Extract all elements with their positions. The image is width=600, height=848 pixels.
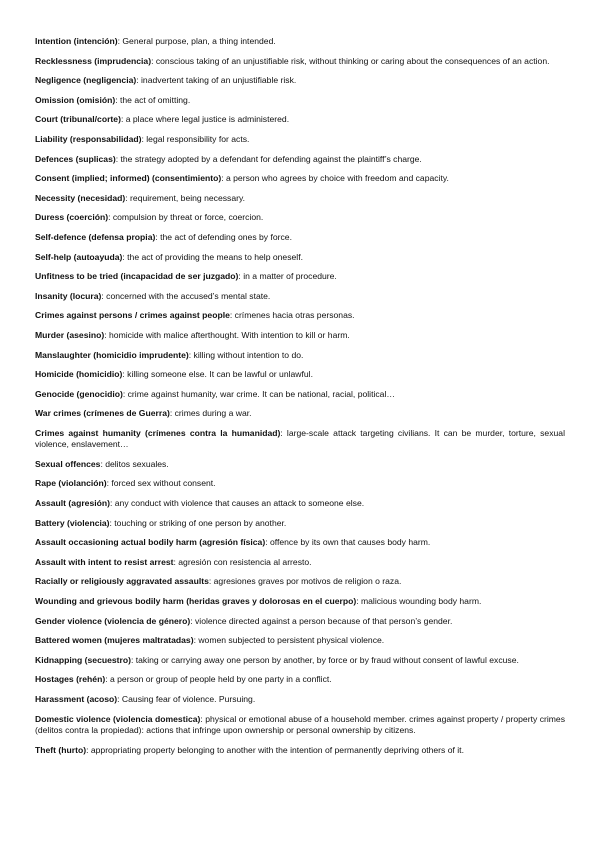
- entry-term: Assault occasioning actual bodily harm (agresión física): [35, 537, 266, 548]
- entry-term: Self-defence (defensa propia): [35, 231, 156, 242]
- glossary-entry: [35, 616, 565, 627]
- entry-definition: : the act of omitting.: [115, 94, 191, 105]
- glossary-entry: [35, 635, 565, 646]
- entry-term: Crimes against persons / crimes against people: [35, 310, 230, 321]
- glossary-entry: [35, 498, 565, 509]
- entry-definition: : concerned with the accused’s mental state.: [101, 290, 271, 301]
- entry-definition: : a person who agrees by choice with freedom and capacity.: [221, 173, 449, 184]
- entry-term: Self-help (autoayuda): [35, 251, 123, 262]
- entry-definition: : homicide with malice afterthought. With intention to kill or harm.: [104, 329, 350, 340]
- entry-definition: : malicious wounding body harm.: [356, 596, 482, 607]
- entry-definition: : the act of defending ones by force.: [155, 231, 292, 242]
- glossary-entry: [35, 655, 565, 666]
- entry-definition: : legal responsibility for acts.: [141, 133, 250, 144]
- glossary-entry: [35, 576, 565, 587]
- entry-term: Crimes against humanity (crímenes contra la humanidad): [35, 427, 281, 438]
- glossary-entry: [35, 694, 565, 705]
- glossary-entry: [35, 350, 565, 361]
- glossary-entry: [35, 537, 565, 548]
- entry-term: Assault (agresión): [35, 498, 110, 509]
- entry-term: Insanity (locura): [35, 290, 102, 301]
- entry-definition: : appropriating property belonging to another with the intention of permanently depriving others of it.: [86, 744, 464, 755]
- glossary-entry: [35, 330, 565, 341]
- entry-definition: : Causing fear of violence. Pursuing.: [117, 694, 256, 704]
- glossary-entry: [35, 291, 565, 302]
- glossary-entry: [35, 478, 565, 489]
- glossary-entry: [35, 134, 565, 145]
- entry-definition: : killing without intention to do.: [188, 349, 304, 360]
- entry-definition: : inadvertent taking of an unjustifiable risk.: [136, 75, 297, 86]
- glossary-entry: [35, 252, 565, 263]
- entry-definition: : offence by its own that causes body harm.: [265, 537, 431, 548]
- entry-definition: : women subjected to persistent physical violence.: [193, 635, 385, 646]
- entry-definition: : agresión con resistencia al arresto.: [173, 556, 312, 567]
- entry-definition: : crime against humanity, war crime. It can be national, racial, political…: [122, 388, 395, 399]
- entry-term: Liability (responsabilidad): [35, 133, 142, 144]
- entry-term: Battered women (mujeres maltratadas): [35, 635, 194, 646]
- glossary-entry: [35, 557, 565, 568]
- entry-term: Assault with intent to resist arrest: [35, 556, 174, 567]
- glossary-list: [35, 36, 565, 756]
- entry-term: Recklessness (imprudencia): [35, 55, 152, 66]
- glossary-entry: [35, 114, 565, 125]
- glossary-entry: [35, 674, 565, 685]
- entry-term: Unfitness to be tried (incapacidad de ser juzgado): [35, 271, 239, 282]
- entry-term: Homicide (homicidio): [35, 369, 123, 380]
- entry-definition: : delitos sexuales.: [100, 458, 169, 469]
- entry-definition: : crímenes hacia otras personas.: [229, 310, 355, 321]
- entry-term: Sexual offences: [35, 458, 101, 469]
- glossary-entry: [35, 714, 565, 737]
- glossary-entry: [35, 193, 565, 204]
- glossary-entry: [35, 212, 565, 223]
- glossary-entry: [35, 56, 565, 67]
- glossary-entry: [35, 271, 565, 282]
- glossary-entry: [35, 428, 565, 451]
- entry-definition: : crimes during a war.: [169, 408, 252, 419]
- entry-definition: : the act of providing the means to help oneself.: [122, 251, 303, 262]
- entry-term: Racially or religiously aggravated assaults: [35, 576, 209, 587]
- glossary-entry: [35, 95, 565, 106]
- entry-term: Court (tribunal/corte): [35, 114, 121, 125]
- entry-term: Kidnapping (secuestro): [35, 654, 131, 665]
- glossary-entry: [35, 232, 565, 243]
- entry-term: Hostages (rehén): [35, 674, 106, 685]
- entry-term: Murder (asesino): [35, 329, 105, 340]
- glossary-entry: [35, 36, 565, 47]
- glossary-document: [35, 36, 565, 764]
- entry-term: Domestic violence (violencia domestica): [35, 713, 201, 724]
- entry-term: Rape (violanción): [35, 478, 107, 489]
- glossary-entry: [35, 459, 565, 470]
- entry-term: Consent (implied; informed) (consentimiento): [35, 173, 222, 184]
- entry-term: Battery (violencia): [35, 517, 110, 528]
- entry-term: Gender violence (violencia de género): [35, 615, 191, 626]
- entry-definition: : forced sex without consent.: [106, 478, 216, 489]
- glossary-entry: [35, 518, 565, 529]
- entry-term: Defences (suplicas): [35, 153, 116, 164]
- entry-definition: : touching or striking of one person by another.: [109, 517, 287, 528]
- entry-definition: : violence directed against a person because of that person’s gender.: [190, 615, 453, 626]
- glossary-entry: [35, 369, 565, 380]
- entry-term: Duress (coerción): [35, 212, 109, 223]
- entry-definition: : a place where legal justice is administered.: [120, 114, 290, 125]
- entry-term: Necessity (necesidad): [35, 192, 126, 203]
- entry-term: Omission (omisión): [35, 94, 116, 105]
- entry-term: War crimes (crímenes de Guerra): [35, 408, 170, 419]
- entry-term: Wounding and grievous bodily harm (heridas graves y dolorosas en el cuerpo): [35, 596, 357, 607]
- entry-term: Manslaughter (homicidio imprudente): [35, 349, 189, 360]
- entry-definition: : taking or carrying away one person by another, by force or by fraud without consent of lawful excuse.: [130, 654, 519, 665]
- entry-definition: : a person or group of people held by one party in a conflict.: [105, 674, 332, 685]
- entry-definition: : agresiones graves por motivos de religion o raza.: [208, 576, 402, 587]
- entry-term: Negligence (negligencia): [35, 75, 137, 86]
- entry-term: Genocide (genocidio): [35, 388, 123, 399]
- glossary-entry: [35, 310, 565, 321]
- glossary-entry: [35, 154, 565, 165]
- entry-term: Theft (hurto): [35, 744, 87, 755]
- entry-term: Harassment (acoso): [35, 694, 118, 704]
- entry-definition: : large-scale attack targeting civilians. It can be murder, torture, sexual violence, enslavement…: [35, 427, 565, 450]
- glossary-entry: [35, 389, 565, 400]
- glossary-entry: [35, 173, 565, 184]
- glossary-entry: [35, 596, 565, 607]
- entry-definition: : in a matter of procedure.: [238, 271, 337, 282]
- entry-definition: : General purpose, plan, a thing intended.: [117, 36, 276, 46]
- entry-definition: : killing someone else. It can be lawful or unlawful.: [122, 369, 313, 380]
- glossary-entry: [35, 408, 565, 419]
- entry-definition: : requirement, being necessary.: [125, 192, 246, 203]
- entry-definition: : compulsion by threat or force, coercion.: [108, 212, 264, 223]
- entry-term: Intention (intención): [35, 36, 118, 46]
- glossary-entry: [35, 745, 565, 756]
- entry-definition: : any conduct with violence that causes an attack to someone else.: [109, 498, 365, 509]
- entry-definition: : conscious taking of an unjustifiable risk, without thinking or caring about the consequences of an action.: [151, 55, 550, 66]
- entry-definition: : the strategy adopted by a defendant for defending against the plaintiff’s charge.: [115, 153, 422, 164]
- glossary-entry: [35, 75, 565, 86]
- entry-definition: : physical or emotional abuse of a household member. crimes against property / property crimes (delitos contra la propiedad): actions that infringe upon ownership or personal ownership by citizens.: [35, 713, 565, 735]
